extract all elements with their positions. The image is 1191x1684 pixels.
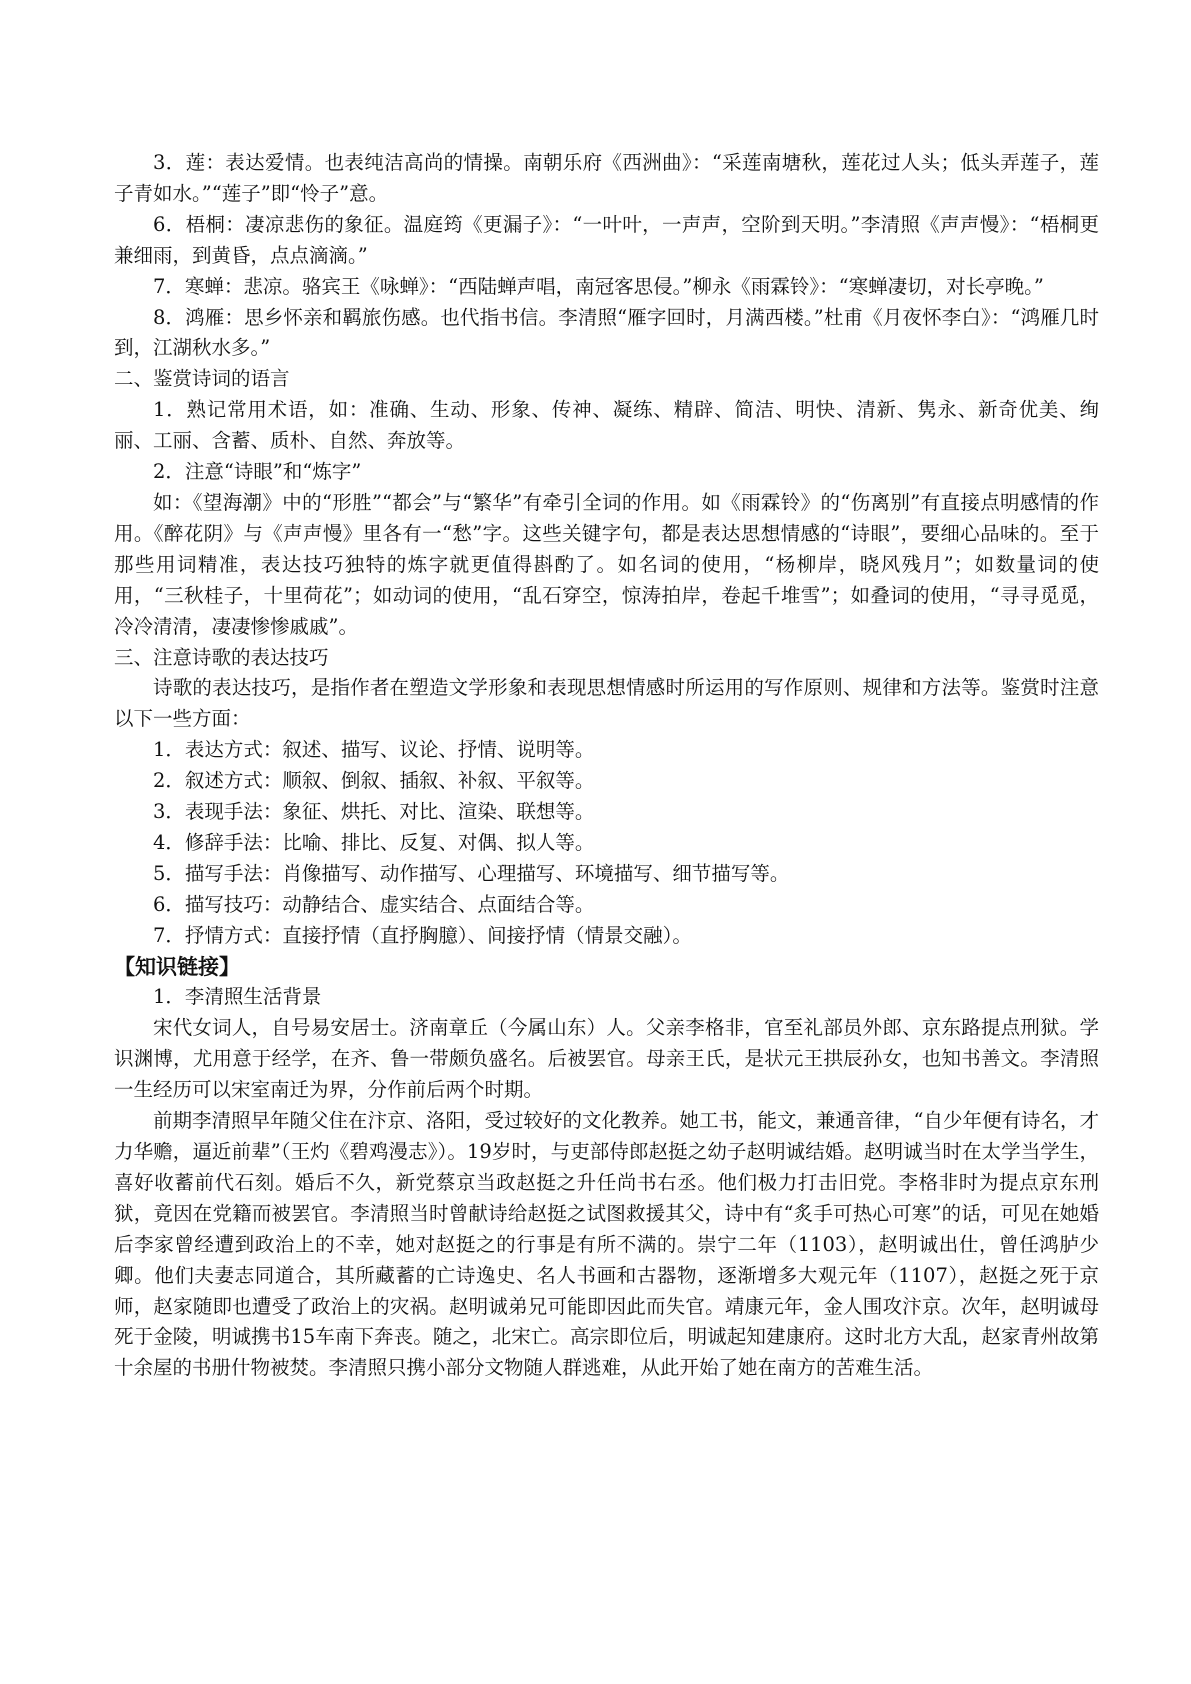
paragraph-poem-eye: 如：《望海潮》中的“形胜”“都会”与“繁华”有牵引全词的作用。如《雨霖铃》的“伤离别”有直接点明感情的作用。《醉花阴》与《声声慢》里各有一“愁”字。这些关键字句，都是表达思想情感的“诗眼”，要细心品味的。至于那些用词精准，表达技巧独特的炼字就更值得斟酌了。如名词的使用，“杨柳岸，晓风残月”；如数量词的使用，“三秋桂子，十里荷花”；如动词的使用，“乱石穿空，惊涛拍岸，卷起千堆雪”；如叠词的使用，“寻寻觅觅，冷冷清清，凄凄惨惨戚戚”。: [114, 490, 1099, 638]
section-heading-techniques: 三、注意诗歌的表达技巧: [114, 645, 329, 669]
list-item-expression: 1．表达方式：叙述、描写、议论、抒情、说明等。: [153, 738, 595, 762]
list-item-description: 5．描写手法：肖像描写、动作描写、心理描写、环境描写、细节描写等。: [153, 861, 790, 885]
list-item-presentation: 3．表现手法：象征、烘托、对比、渲染、联想等。: [153, 800, 595, 824]
paragraph-wild-goose: 8．鸿雁：思乡怀亲和羁旅伤感。也代指书信。李清照“雁字回时，月满西楼。”杜甫《月夜怀李白》：“鸿雁几时到，江湖秋水多。”: [114, 305, 1099, 360]
paragraph-biography: 宋代女词人，自号易安居士。济南章丘（今属山东）人。父亲李格非，官至礼部员外郎、京东路提点刑狱。学识渊博，尤用意于经学，在齐、鲁一带颇负盛名。后被罢官。母亲王氏，是状元王拱辰孙女，也知书善文。李清照一生经历可以宋室南迁为界，分作前后两个时期。: [114, 1016, 1099, 1102]
paragraph-techniques-intro: 诗歌的表达技巧，是指作者在塑造文学形象和表现思想情感时所运用的写作原则、规律和方法等。鉴赏时注意以下一些方面：: [114, 676, 1099, 731]
list-item-rhetoric: 4．修辞手法：比喻、排比、反复、对偶、拟人等。: [153, 830, 595, 854]
list-item-lyric: 7．抒情方式：直接抒情（直抒胸臆）、间接抒情（情景交融）。: [153, 923, 692, 947]
section-heading-language: 二、鉴赏诗词的语言: [114, 367, 290, 391]
list-item-narration: 2．叙述方式：顺叙、倒叙、插叙、补叙、平叙等。: [153, 769, 595, 793]
paragraph-cicada: 7．寒蝉：悲凉。骆宾王《咏蝉》：“西陆蝉声唱，南冠客思侵。”柳永《雨霖铃》：“寒蝉凄切，对长亭晚。”: [153, 274, 1044, 298]
paragraph-wutong: 6．梧桐：凄凉悲伤的象征。温庭筠《更漏子》：“一叶叶，一声声，空阶到天明。”李清照《声声慢》：“梧桐更兼细雨，到黄昏，点点滴滴。”: [114, 212, 1099, 267]
list-item-description-skill: 6．描写技巧：动静结合、虚实结合、点面结合等。: [153, 892, 595, 916]
paragraph-early-life: 前期李清照早年随父住在汴京、洛阳，受过较好的文化教养。她工书，能文，兼通音律，“自少年便有诗名，才力华赡，逼近前辈”（王灼《碧鸡漫志》）。19岁时，与吏部侍郎赵挺之幼子赵明诚结婚。赵明诚当时在太学当学生，喜好收蓄前代石刻。婚后不久，新党蔡京当政赵挺之升任尚书右丞。他们极力打击旧党。李格非时为提点京东刑狱，竟因在党籍而被罢官。李清照当时曾献诗给赵挺之试图救援其父，诗中有“炙手可热心可寒”的话，可见在她婚后李家曾经遭到政治上的不幸，她对赵挺之的行事是有所不满的。崇宁二年（1103），赵明诚出仕，曾任鸿胪少卿。他们夫妻志同道合，其所藏蓄的亡诗逸史、名人书画和古器物，逐渐增多大观元年（1107），赵挺之死于京师，赵家随即也遭受了政治上的灾祸。赵明诚弟兄可能即因此而失官。靖康元年，金人围攻汴京。次年，赵明诚母死于金陵，明诚携书15车南下奔丧。随之，北宋亡。高宗即位后，明诚起知建康府。这时北方大乱，赵家青州故第十余屋的书册什物被焚。李清照只携小部分文物随人群逃难，从此开始了她在南方的苦难生活。: [114, 1109, 1099, 1380]
paragraph-lotus: 3．莲：表达爱情。也表纯洁高尚的情操。南朝乐府《西洲曲》：“采莲南塘秋，莲花过人头；低头弄莲子，莲子青如水。”“莲子”即“怜子”意。: [114, 151, 1099, 205]
section-heading-knowledge-link: 【知识链接】: [114, 953, 240, 979]
paragraph-terms: 1．熟记常用术语，如：准确、生动、形象、传神、凝练、精辟、简洁、明快、清新、隽永、新奇优美、绚丽、工丽、含蓄、质朴、自然、奔放等。: [114, 398, 1099, 453]
subheading-li-qingzhao: 1．李清照生活背景: [153, 985, 322, 1009]
subheading-poem-eye: 2．注意“诗眼”和“炼字”: [153, 460, 362, 484]
